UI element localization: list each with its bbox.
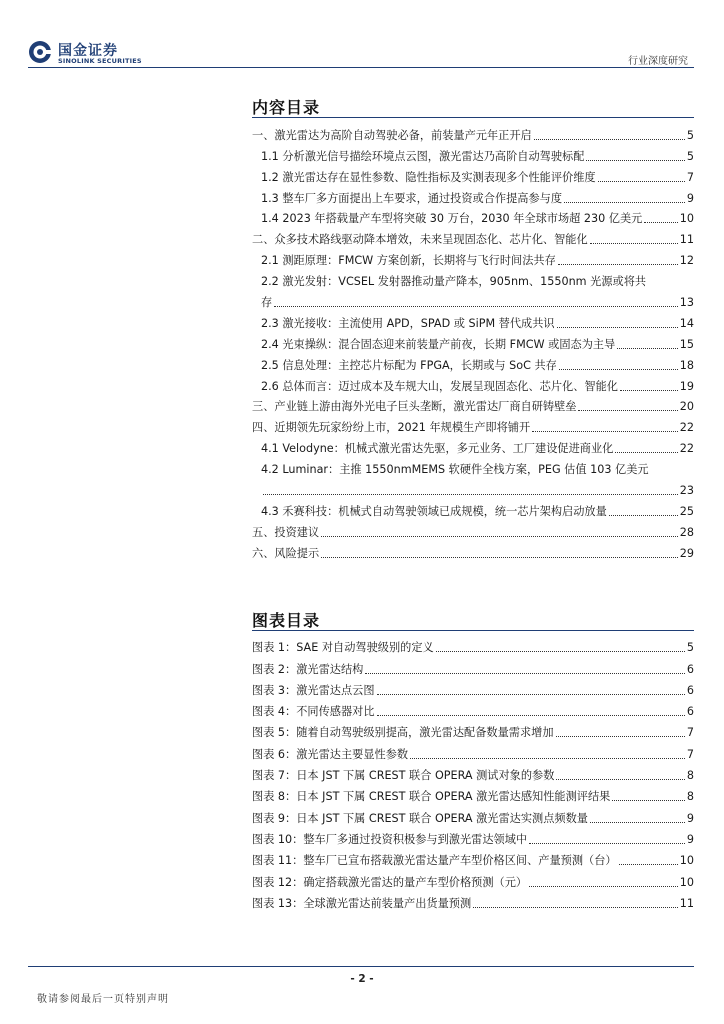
toc-entry-leader [473,907,678,908]
toc-entry[interactable] [252,226,694,247]
toc-entry-page: 18 [679,358,694,372]
toc-entry-title: 图表 13：全球激光雷达前装量产出货量预测 [252,896,472,910]
toc-entry-title: 图表 3：激光雷达点云图 [252,683,375,697]
toc-entry[interactable] [252,394,694,415]
toc-entry-title: 2.3 激光接收：主流使用 APD，SPAD 或 SiPM 替代成共识 [261,316,555,330]
toc-entry-page: 7 [686,170,694,184]
toc-entry-leader [578,410,677,411]
toc-entry-page: 12 [679,254,694,268]
toc-entry-leader [586,160,684,161]
toc-entry-title: 图表 1：SAE 对自动驾驶级别的定义 [252,641,434,655]
toc-entry-page: 22 [679,421,694,435]
toc-entry-page: 7 [686,747,694,761]
toc-entry-title: 2.2 激光发射：VCSEL 发射器推动量产降本，905nm、1550nm 光源或将共 [261,275,647,289]
toc-entry-title: 图表 9：日本 JST 下属 CREST 联合 OPERA 激光雷达实测点频数量 [252,811,588,825]
toc-entry-leader [410,758,685,759]
toc-entry-page: 28 [679,525,694,539]
toc-entry-title: 2.5 信息处理：主控芯片标配为 FPGA，长期或与 SoC 共存 [261,358,557,372]
toc-title-divider [252,117,694,118]
toc-entry-page: 6 [686,705,694,719]
page-header [0,0,724,70]
toc-entry-title: 一、激光雷达为高阶自动驾驶必备，前装量产元年正开启 [252,128,532,142]
toc-entry[interactable] [252,655,694,676]
toc-entry[interactable] [252,122,694,143]
toc-entry[interactable] [252,206,694,227]
toc-entry-page: 29 [679,546,694,560]
toc-entry-title: 1.2 激光雷达存在显性参数、隐性指标及实测表现多个性能评价维度 [261,170,596,184]
header-divider [28,67,694,68]
toc-entry[interactable] [252,698,694,719]
toc-entry-title: 2.1 测距原理：FMCW 方案创新，长期将与飞行时间法共存 [261,254,556,268]
toc-entry[interactable] [252,762,694,783]
toc-entry-page: 10 [679,854,694,868]
toc-entry-page: 5 [686,641,694,655]
toc-entry[interactable] [252,719,694,740]
toc-entry-title: 三、产业链上游由海外光电子巨头垄断，激光雷达厂商自研铸壁垒 [252,400,577,414]
toc-entry-title: 五、投资建议 [252,525,320,539]
toc-entry-leader [590,822,685,823]
toc-entry-page: 8 [686,769,694,783]
toc-entry[interactable] [252,677,694,698]
toc-entry-page: 25 [679,504,694,518]
toc-entry-leader [365,673,685,674]
figures-title: 图表目录 [252,611,321,630]
toc-entry[interactable] [252,456,694,477]
toc-entry-title: 图表 2：激光雷达结构 [252,662,364,676]
toc-entry-title: 2.4 光束操纵：混合固态迎来前装量产前夜，长期 FMCW 或固态为主导 [261,337,616,351]
toc-entry-title: 1.1 分析激光信号描绘环境点云图，激光雷达乃高阶自动驾驶标配 [261,149,585,163]
toc-entry-title: 存 [261,296,273,310]
toc-entry-leader [644,222,677,223]
toc-entry[interactable] [252,868,694,889]
toc-title: 内容目录 [252,98,321,117]
toc-entry-page: 9 [686,811,694,825]
table-of-contents [252,122,694,561]
toc-entry-title: 图表 10：整车厂多通过投资积极参与到激光雷达领域中 [252,832,528,846]
toc-entry-page: 10 [679,875,694,889]
toc-entry-leader [612,800,685,801]
toc-entry-title: 图表 7：日本 JST 下属 CREST 联合 OPERA 测试对象的参数 [252,769,555,783]
toc-entry-leader [619,864,678,865]
toc-entry[interactable] [252,143,694,164]
toc-entry[interactable] [252,331,694,352]
toc-entry-leader [609,515,678,516]
toc-entry[interactable] [252,185,694,206]
toc-entry-leader [590,243,678,244]
toc-entry-title: 4.3 禾赛科技：机械式自动驾驶领域已成规模，统一芯片架构启动放量 [261,504,607,518]
toc-entry-leader [377,694,685,695]
toc-entry-leader [532,431,678,432]
toc-entry-title: 4.1 Velodyne：机械式激光雷达先驱，多元业务、工厂建设促进商业化 [261,442,614,456]
toc-entry[interactable] [252,373,694,394]
toc-entry[interactable] [252,540,694,561]
toc-entry-page: 9 [686,832,694,846]
toc-entry[interactable] [252,164,694,185]
toc-entry-page: 7 [686,726,694,740]
toc-entry-leader [557,327,678,328]
footer-divider [28,966,694,967]
toc-entry-page: 11 [679,896,694,910]
toc-entry-leader [377,715,685,716]
toc-entry-page: 15 [679,337,694,351]
toc-entry-page: 6 [686,662,694,676]
report-type-label: 行业深度研究 [628,56,688,67]
page-number: - 2 - [350,973,374,985]
toc-entry-leader [436,651,685,652]
toc-entry-leader [598,181,685,182]
toc-entry-page: 22 [679,442,694,456]
logo-chinese-name: 国金证券 [58,43,118,59]
toc-entry-leader [559,369,678,370]
toc-entry-leader [615,452,677,453]
toc-entry[interactable] [252,890,694,911]
toc-entry[interactable] [252,783,694,804]
toc-entry-page: 19 [679,379,694,393]
toc-entry-title: 四、近期领先玩家纷纷上市，2021 年规模生产即将铺开 [252,421,531,435]
company-logo [28,38,148,68]
toc-entry[interactable] [252,826,694,847]
toc-entry[interactable] [252,310,694,331]
toc-entry-leader [321,536,678,537]
toc-entry[interactable] [252,477,694,498]
figures-list [252,634,694,911]
toc-entry-page: 23 [679,484,694,498]
toc-entry-page: 9 [686,191,694,205]
toc-entry-leader [274,306,678,307]
toc-entry[interactable] [252,847,694,868]
toc-entry-leader [529,886,678,887]
toc-entry-page: 5 [686,149,694,163]
toc-entry-leader [556,736,685,737]
toc-entry-page: 11 [679,233,694,247]
toc-entry[interactable] [252,247,694,268]
toc-entry[interactable] [252,352,694,373]
toc-entry-page: 13 [679,296,694,310]
toc-entry[interactable] [252,804,694,825]
toc-entry-title: 图表 12：确定搭载激光雷达的量产车型价格预测（元） [252,875,528,889]
toc-entry-title: 1.4 2023 年搭载量产车型将突破 30 万台，2030 年全球市场超 230 亿美元 [261,212,643,226]
figures-title-divider [252,630,694,631]
toc-entry-leader [558,264,678,265]
toc-entry-title: 图表 11：整车厂已宣布搭载激光雷达量产车型价格区间、产量预测（台） [252,854,617,868]
toc-entry-title: 图表 4：不同传感器对比 [252,705,375,719]
toc-entry-title: 六、风险提示 [252,546,320,560]
toc-entry-page: 14 [679,316,694,330]
toc-entry[interactable] [252,740,694,761]
toc-entry-leader [617,348,677,349]
toc-entry-title: 1.3 整车厂多方面提出上车要求，通过投资或合作提高参与度 [261,191,563,205]
toc-entry-leader [321,557,678,558]
toc-entry-title: 4.2 Luminar：主推 1550nmMEMS 软硬件全栈方案，PEG 估值 103 亿美元 [261,463,649,477]
toc-entry[interactable] [252,268,694,289]
toc-entry-title: 图表 8：日本 JST 下属 CREST 联合 OPERA 激光雷达感知性能测评结果 [252,790,611,804]
toc-entry-leader [263,494,678,495]
toc-entry-leader [620,390,678,391]
toc-entry-leader [556,779,684,780]
toc-entry-title: 图表 5：随着自动驾驶级别提高，激光雷达配备数量需求增加 [252,726,554,740]
toc-entry[interactable] [252,519,694,540]
toc-entry-page: 20 [679,400,694,414]
disclaimer-text: 敬请参阅最后一页特别声明 [37,994,169,1005]
toc-entry[interactable] [252,435,694,456]
logo-english-name: SINOLINK SECURITIES [58,57,142,65]
toc-entry-title: 图表 6：激光雷达主要显性参数 [252,747,409,761]
sinolink-logo-icon [28,40,52,64]
toc-entry-page: 6 [686,683,694,697]
toc-entry[interactable] [252,414,694,435]
toc-entry-page: 10 [679,212,694,226]
toc-entry-page: 8 [686,790,694,804]
toc-entry-title: 2.6 总体而言：迈过成本及车规大山，发展呈现固态化、芯片化、智能化 [261,379,618,393]
toc-entry[interactable] [252,498,694,519]
toc-entry-title: 二、众多技术路线驱动降本增效，未来呈现固态化、芯片化、智能化 [252,233,588,247]
toc-entry[interactable] [252,289,694,310]
toc-entry-leader [534,139,685,140]
toc-entry[interactable] [252,634,694,655]
toc-entry-page: 5 [686,128,694,142]
toc-entry-leader [529,843,685,844]
toc-entry-leader [564,202,685,203]
